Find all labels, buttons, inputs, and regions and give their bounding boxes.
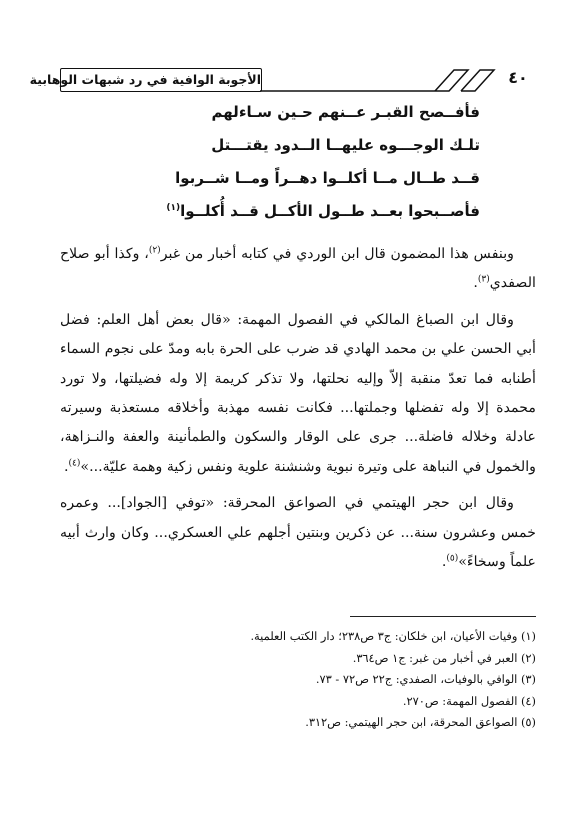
poem-verse: فأفــصح القبـر عــنهم حـين سـاءلهم <box>211 103 480 121</box>
footnote-ref: (٤) <box>68 458 81 469</box>
footnote-separator <box>350 616 536 617</box>
footnote-ref: (٥) <box>446 553 459 564</box>
footnote-ref: (٣) <box>477 274 490 285</box>
footnote: (٥) الصواعق المحرقة، ابن حجر الهيتمي: ص٣١٢. <box>305 715 536 730</box>
footnotes <box>60 626 536 734</box>
book-title: الأجوبة الوافية في رد شبهات الوهابية <box>60 68 262 92</box>
poem-verse: تلـك الوجـــوه عليهــا الــدود يقتـــتل <box>211 136 480 154</box>
poem-verse: فأصــبحوا بعــد طــول الأكــل قــد أُكلــوا$^{(١)}$ <box>166 202 480 220</box>
page-number: ٤٠ <box>508 68 528 87</box>
footnote: (١) وفيات الأعيان، ابن خلكان: ج٣ ص٢٣٨؛ دار الكتب العلمية. <box>250 629 536 643</box>
footnote: (٢) العبر في أخبار من غبر: ج١ ص٣٦٤. <box>352 650 536 665</box>
footnote: (٤) الفصول المهمة: ص٢٧٠. <box>402 693 536 708</box>
paragraph: وقال ابن حجر الهيتمي في الصواعق المحرقة: «توفي [الجواد]... وعمره خمس وعشرون سنة... عن ذكرين وبنتين أجلهم علي العسكري... وكان وارث أبيه علماً وسخاءً»$^{(٥)}$. <box>60 495 536 571</box>
header-ornament <box>260 68 495 94</box>
poem <box>60 96 480 228</box>
footnote-ref: (١) <box>166 203 181 213</box>
paragraph: وبنفس هذا المضمون قال ابن الوردي في كتابه أخبار من غبر$^{(٢)}$، وكذا أبو صلاح الصفدي$^{(٣)}$. <box>60 245 536 292</box>
footnote: (٣) الوافي بالوفيات، الصفدي: ج٢٢ ص٧٢ - ٧٣. <box>315 672 536 687</box>
running-header <box>29 64 534 92</box>
paragraph: وقال ابن الصباغ المالكي في الفصول المهمة: «قال بعض أهل العلم: فضل أبي الحسن علي بن محمد الهادي قد ضرب على الحرة بابه ومدّ على نجوم السماء أطنابه فما تعدّ منقبة إلاّ وإليه نحلتها، ولا تذكر كريمة إلا وله فضيلتها، ولا تورد محمدة إلا وله تفضلها وجملتها... فكانت نفسه مهذبة وأخلاقه مستعذبة وسيرته عادلة وخلاله فاضلة... جرى على الوقار والسكون والطمأنينة والعفة والنـزاهة، والخمول في النباهة على وتيرة نبوية وشنشنة علوية ونفس زكية وهمة عليّة...»$^{(٤)}$. <box>60 311 536 475</box>
footnote-ref: (٢) <box>148 245 161 256</box>
poem-verse: قــد طــال مــا أكلــوا دهــراً ومــا شــربوا <box>175 169 480 187</box>
body-text <box>60 240 536 584</box>
